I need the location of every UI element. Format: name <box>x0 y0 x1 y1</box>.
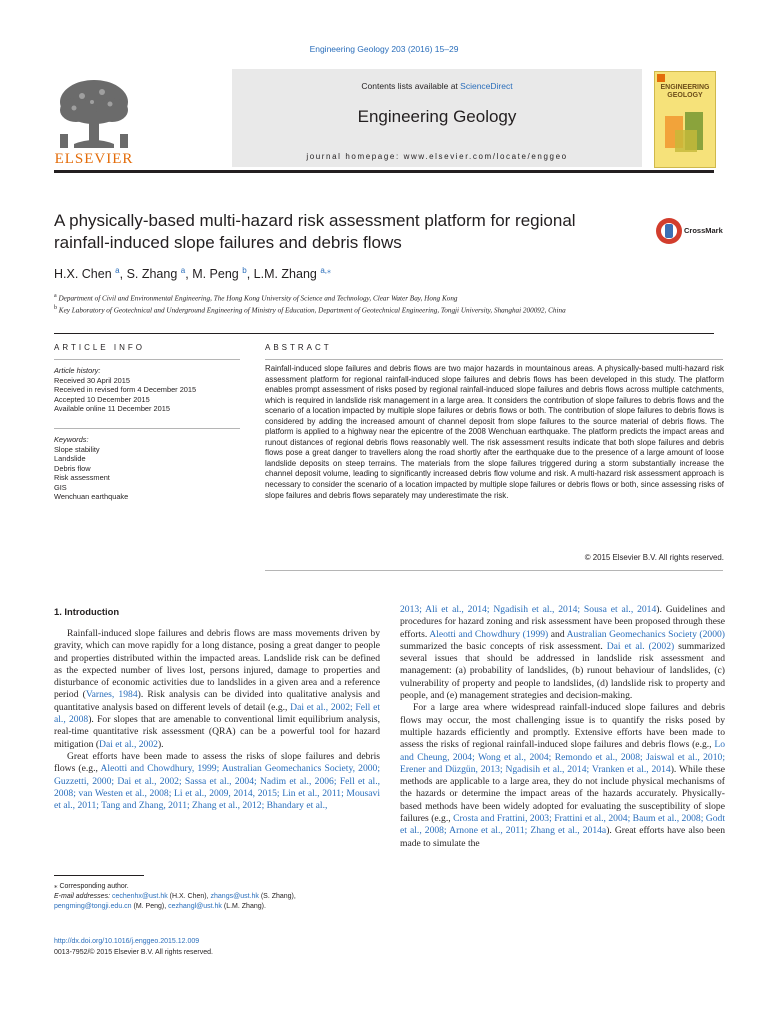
author-affiliation-mark[interactable]: a <box>115 266 120 275</box>
citation-link[interactable]: Lo and Cheung, 2004; Wong et al., 2004; Remondo et al., 2008; Jaiswal et al., 2010; Erener and Düzgün, 2013; Ngadisih et al., 2014; Vranken et al., 2014 <box>400 739 725 775</box>
body-paragraph <box>54 751 380 812</box>
author-list <box>54 266 331 281</box>
citation-link[interactable]: Dai et al., 2002; Fell et al., 2008 <box>54 701 380 726</box>
citation-link[interactable]: Crosta and Frattini, 2003; Frattini et al., 2004; Baum et al., 2008; Godt et al., 2008; Arnone et al., 2011; Zhang et al., 2014a <box>400 813 725 837</box>
article-history <box>54 366 240 414</box>
body-paragraph <box>54 628 380 751</box>
body-text: ). While these methods are applicable to a large area, they do not include physical mechanisms of the hazards or determine the impact areas of the hazards accurately. Physically-based methods have been widely adopted for evaluating the susceptibility of slope failures (e.g., <box>400 763 725 825</box>
citation-link[interactable]: Varnes, 1984 <box>85 689 138 701</box>
author-name: H.X. Chen <box>54 267 112 282</box>
journal-cover-thumbnail[interactable] <box>654 71 716 168</box>
abstract-rule <box>265 570 723 571</box>
affiliation-mark: b <box>54 305 57 311</box>
body-text: Rainfall-induced slope failures and debris flows are mass movements driven by gravity, which can move rapidly for a long distance, posing a great danger to people and properties distributed within the impacted areas. Landslide risk can be defined as the expected number of lives lost, persons injured, damage to properties and disturbance of economic activities due to landslides in a given area and a reference period ( <box>54 628 380 701</box>
keyword: Landslide <box>54 454 86 463</box>
body-text: ). Great efforts have also been made to simulate the <box>400 825 725 849</box>
email-link[interactable]: zhangs@ust.hk <box>210 893 259 900</box>
author-name: M. Peng <box>192 267 239 282</box>
citation-link[interactable]: Aleotti and Chowdhury, 1999; Australian Geomechanics Society, 2000; Guzzetti, 2000; Dai et al., 2002; Sassa et al., 2004; Nadim et al., 2006; Fell et al., 2008; van Westen et al., 2008; Li et al., 2009, 2014, 2015; Lin et al., 2011; Mousavi et al., 2011; Tang and Zhang, 2011; Zhang et al., 2012; Bhandary et al., <box>54 763 381 812</box>
author-name: L.M. Zhang <box>253 267 317 282</box>
issn-copyright: 0013-7952/© 2015 Elsevier B.V. All rights reserved. <box>54 948 213 956</box>
body-column-left <box>54 628 380 812</box>
citation-link[interactable]: Dai et al., 2002 <box>99 738 158 750</box>
introduction-heading: 1. Introduction <box>54 606 120 617</box>
cover-title <box>655 84 715 100</box>
author-separator: , <box>246 267 254 282</box>
history-entry: Received 30 April 2015 <box>54 375 131 385</box>
crossmark-label[interactable]: CrossMark <box>684 226 723 235</box>
sciencedirect-link[interactable]: ScienceDirect <box>460 81 513 91</box>
citation-link[interactable]: Australian Geomechanics Society (2000) <box>566 628 725 640</box>
citation-link[interactable]: Dai et al. (2002) <box>606 640 675 652</box>
page-footer <box>54 937 384 958</box>
keywords-label: Keywords: <box>54 435 89 444</box>
journal-name: Engineering Geology <box>357 107 517 126</box>
author-separator: , <box>119 267 127 282</box>
homepage-prefix: journal homepage: <box>306 152 404 161</box>
author-name: S. Zhang <box>126 267 178 282</box>
section-rule <box>54 333 714 334</box>
homepage-url-link[interactable]: www.elsevier.com/locate/enggeo <box>403 152 568 161</box>
keywords-list <box>54 435 240 502</box>
keyword: GIS <box>54 482 67 492</box>
corresponding-author-note: ⁎ Corresponding author. <box>54 883 129 890</box>
body-text: ). Guidelines and procedures for hazard zoning and risk assessment have been proposed through these efforts. <box>400 604 725 640</box>
email-owner: (L.M. Zhang). <box>221 903 266 910</box>
author-affiliation-mark[interactable]: a <box>180 266 186 275</box>
email-owner: (S. Zhang), <box>258 893 296 900</box>
email-owner: (H.X. Chen), <box>167 893 211 900</box>
email-link[interactable]: pengming@tongji.edu.cn <box>54 903 132 910</box>
body-paragraph <box>400 604 725 702</box>
cover-title-line1: ENGINEERING <box>660 84 710 91</box>
citation-link[interactable]: 2013; Ali et al., 2014; Ngadisih et al., 2014; Sousa et al., 2014 <box>400 604 657 615</box>
article-history-label: Article history: <box>54 366 101 375</box>
history-entry: Received in revised form 4 December 2015 <box>54 385 197 394</box>
author-affiliation-mark[interactable]: a,⁎ <box>320 266 332 275</box>
affiliation-text: Key Laboratory of Geotechnical and Underground Engineering of Ministry of Education, Department of Geotechnical Engineering, Tongji University, Shanghai 200092, China <box>58 306 566 315</box>
contents-lists-line <box>232 81 642 91</box>
body-text: For a large area where widespread rainfall-induced slope failures and debris flows may occur, the most challenging issue is to quantify the risks posed by multiple hazards efficiently and promptly. Extensive efforts have been made to assess the risks of regional rainfall-induced slope failures and debris flows (e.g., <box>400 702 725 751</box>
affiliation-a <box>54 293 458 302</box>
journal-reference-link[interactable]: Engineering Geology 203 (2016) 15–29 <box>309 44 459 54</box>
email-label: E-mail addresses: <box>54 893 112 900</box>
cover-title-line2: GEOLOGY <box>667 92 703 99</box>
footnotes <box>54 882 384 912</box>
affiliation-b <box>54 305 566 314</box>
article-info-rule <box>54 359 240 360</box>
body-column-right <box>400 604 725 850</box>
abstract-rule <box>265 359 723 360</box>
article-info-rule <box>54 428 240 429</box>
doi-link[interactable]: http://dx.doi.org/10.1016/j.enggeo.2015.12.009 <box>54 938 200 945</box>
body-paragraph <box>400 702 725 850</box>
elsevier-wordmark: ELSEVIER <box>54 151 134 167</box>
footnote-rule <box>54 875 144 876</box>
author-separator: , <box>185 267 193 282</box>
abstract-copyright: © 2015 Elsevier B.V. All rights reserved. <box>584 553 724 562</box>
body-text: ). For slopes that are amenable to conventional limit equilibrium analysis, real-time quantitative risk assessment (QRA) can be a powerful tool for hazard mitigation ( <box>54 714 381 750</box>
body-text: ). <box>157 738 164 750</box>
cover-artwork <box>663 110 707 156</box>
affiliation-mark: a <box>54 293 57 299</box>
abstract-text: Rainfall-induced slope failures and debris flows are two major hazards in mountainous areas. A physically-based multi-hazard risk assessment platform for regional rainfall-induced slope failures and debris flows has been developed in this study. The platform enables prompt assessment of risks posed by regional rainfall-induced slope failures and debris flows across multiple catchments, which is required in landslide risk management in a large area. It considers the contribution of slope failures to debris flows and the scenario of a location impacted by multiple slope failures or debris flows or both. The contribution of slope failures to debris flows is considered by adding the increased amount of channel deposit from slope failures to the source material of debris flows. The platform is applied to a highway near the epicentre of the 2008 Wenchuan earthquake. The platform predicts the impact areas and runout distances of regional debris flows reasonably well. The risk assessment results indicate that both slope failures and debris flows pose a great danger to travellers along the road shortly after the earthquake due to the presence of a large amount of loose landslide deposits on steep terrains. The materials from the slope failures triggered during a storm substantially increase the channel deposit volume, leading to significantly increased debris flow volume and risk. A multi-hazard risk assessment approach is necessary to consider the scenario of a location impacted by multiple slope failures or debris flows or both, since assessing risks of slope failures and debris flows separately may underestimate the risk. <box>265 364 724 500</box>
keyword: Slope stability <box>54 444 100 454</box>
author-affiliation-mark[interactable]: b <box>242 266 247 275</box>
cover-publisher-mark <box>657 74 665 82</box>
header-rule <box>54 170 714 173</box>
history-entry: Accepted 10 December 2015 <box>54 394 150 404</box>
contents-prefix: Contents lists available at <box>361 81 461 91</box>
body-text: ). Risk analysis can be divided into qualitative analysis and quantitative analysis based on different levels of detail (e.g., <box>54 689 380 713</box>
affiliation-text: Department of Civil and Environmental Engineering, The Hong Kong University of Science and Technology, Clear Water Bay, Hong Kong <box>58 294 458 303</box>
body-text: and <box>548 628 567 640</box>
email-addresses <box>54 892 384 912</box>
abstract-heading: ABSTRACT <box>265 343 332 352</box>
keyword: Wenchuan earthquake <box>54 492 129 501</box>
citation-link[interactable]: Aleotti and Chowdhury (1999) <box>429 628 549 640</box>
email-link[interactable]: cezhangl@ust.hk <box>168 903 222 910</box>
article-title: A physically-based multi-hazard risk assessment platform for regional rainfall-induced slope failures and debris flows <box>54 211 576 252</box>
history-entry: Available online 11 December 2015 <box>54 404 171 413</box>
body-text: Great efforts have been made to assess the risks of slope failures and debris flows (e.g., <box>54 750 380 775</box>
keyword: Risk assessment <box>54 473 110 482</box>
article-info-heading: ARTICLE INFO <box>54 343 145 352</box>
email-link[interactable]: cechenhx@ust.hk <box>111 893 168 900</box>
keyword: Debris flow <box>54 463 91 473</box>
email-owner: (M. Peng), <box>131 903 169 910</box>
body-text: summarized several issues that should be addressed in landslide risk assessment and management: (a) probability of landslides, (b) runout behaviour of landslides, (c) vulnerability of property and people to landslides, (d) landslide risk to property and people, and (e) management strategies and decision-making. <box>400 640 725 702</box>
journal-homepage-line <box>232 152 642 161</box>
body-text: summarized the basic concepts of risk assessment. <box>400 640 607 652</box>
